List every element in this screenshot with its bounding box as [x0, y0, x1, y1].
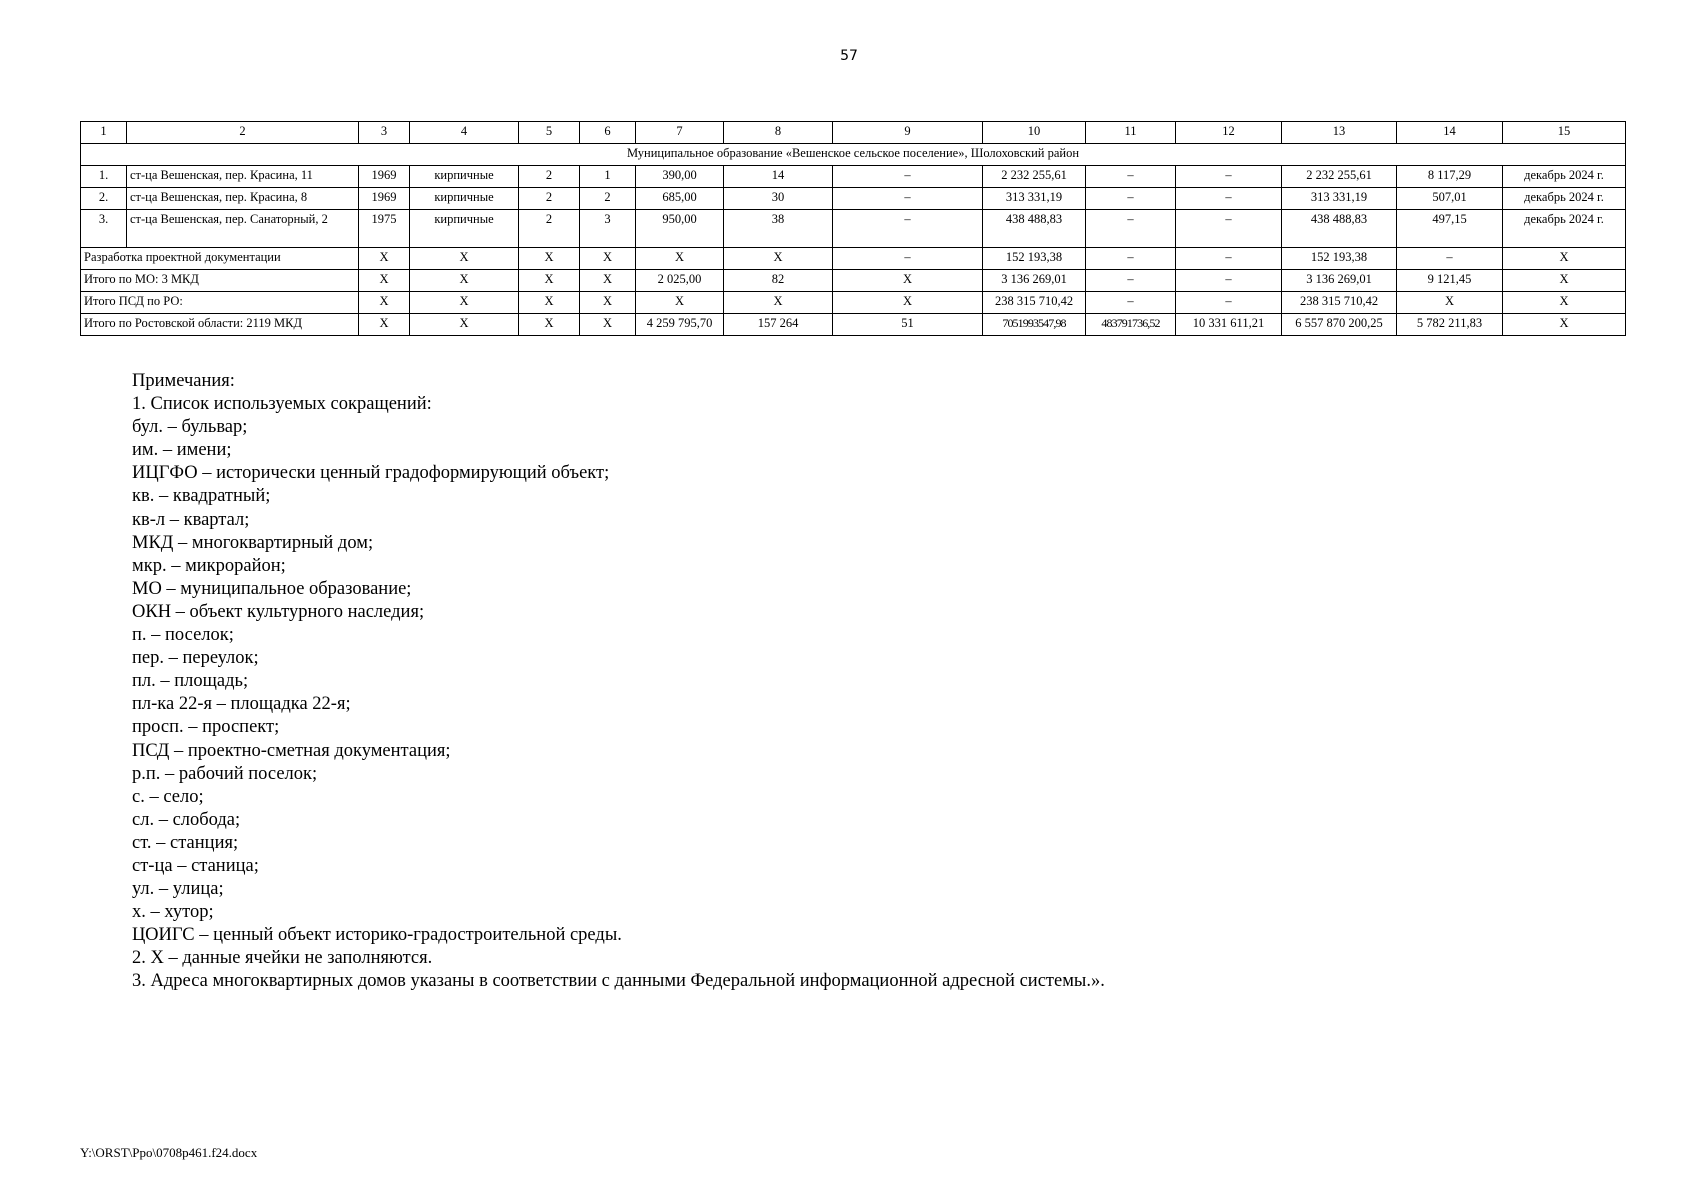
- note-line: ст. – станция;: [132, 832, 239, 853]
- table-cell: X: [519, 292, 580, 314]
- table-cell: X: [724, 292, 833, 314]
- table-cell: X: [580, 292, 636, 314]
- note-line: с. – село;: [132, 786, 204, 807]
- note-line: 1. Список используемых сокращений:: [132, 394, 432, 415]
- note-line: МО – муниципальное образование;: [132, 578, 412, 599]
- table-cell: 2 025,00: [636, 270, 724, 292]
- table-cell: X: [359, 292, 410, 314]
- note-line: им. – имени;: [132, 440, 232, 461]
- table-cell: 14: [724, 166, 833, 188]
- column-number: 14: [1397, 122, 1503, 144]
- address-cell: ст-ца Вешенская, пер. Красина, 8: [127, 188, 359, 210]
- table-cell: –: [1176, 188, 1282, 210]
- table-cell: X: [359, 314, 410, 336]
- table-cell: 8 117,29: [1397, 166, 1503, 188]
- table-cell: декабрь 2024 г.: [1503, 166, 1626, 188]
- note-line: ИЦГФО – исторически ценный градоформирующий объект;: [132, 463, 610, 484]
- table-cell: 950,00: [636, 210, 724, 248]
- column-number: 10: [983, 122, 1086, 144]
- summary-row: [81, 314, 1626, 336]
- table-cell: 1: [580, 166, 636, 188]
- table-cell: 157 264: [724, 314, 833, 336]
- table-cell: X: [359, 248, 410, 270]
- note-line: МКД – многоквартирный дом;: [132, 532, 374, 553]
- table-cell: X: [636, 248, 724, 270]
- table-cell: 9 121,45: [1397, 270, 1503, 292]
- note-line: х. – хутор;: [132, 902, 214, 923]
- table-cell: 1969: [359, 166, 410, 188]
- summary-row: [81, 248, 1626, 270]
- table-cell: –: [1086, 292, 1176, 314]
- table-cell: 10 331 611,21: [1176, 314, 1282, 336]
- summary-row: [81, 270, 1626, 292]
- column-number-row: [81, 122, 1626, 144]
- table-cell: X: [519, 314, 580, 336]
- note-line: ПСД – проектно-сметная документация;: [132, 740, 451, 761]
- table-cell: 152 193,38: [1282, 248, 1397, 270]
- column-number: 6: [580, 122, 636, 144]
- table-cell: X: [833, 292, 983, 314]
- table-cell: 2 232 255,61: [983, 166, 1086, 188]
- column-number: 5: [519, 122, 580, 144]
- table-cell: –: [833, 248, 983, 270]
- table-cell: 238 315 710,42: [1282, 292, 1397, 314]
- note-line: 3. Адреса многоквартирных домов указаны в соответствии с данными Федеральной информационной адресной системы.».: [132, 971, 1105, 992]
- note-line: п. – поселок;: [132, 625, 234, 646]
- column-number: 11: [1086, 122, 1176, 144]
- table-cell: –: [1086, 248, 1176, 270]
- note-line: 2. X – данные ячейки не заполняются.: [132, 948, 433, 969]
- table-cell: 2: [519, 166, 580, 188]
- table-cell: 38: [724, 210, 833, 248]
- file-path-footer: Y:\ORST\Ppo\0708p461.f24.docx: [80, 1145, 258, 1160]
- summary-label: Итого ПСД по РО:: [81, 292, 359, 314]
- table-cell: X: [636, 292, 724, 314]
- column-number: 12: [1176, 122, 1282, 144]
- table-cell: декабрь 2024 г.: [1503, 188, 1626, 210]
- table-cell: –: [833, 166, 983, 188]
- row-number: 1.: [81, 166, 127, 188]
- table-cell: 82: [724, 270, 833, 292]
- table-cell: 1969: [359, 188, 410, 210]
- column-number: 15: [1503, 122, 1626, 144]
- table-cell: 238 315 710,42: [983, 292, 1086, 314]
- row-number: 2.: [81, 188, 127, 210]
- table-cell: 497,15: [1397, 210, 1503, 248]
- note-line: мкр. – микрорайон;: [132, 555, 286, 576]
- note-line: ул. – улица;: [132, 879, 224, 900]
- table-cell: –: [1086, 270, 1176, 292]
- table-cell: X: [410, 314, 519, 336]
- table-row: [81, 210, 1626, 248]
- table-cell: X: [1503, 270, 1626, 292]
- table-cell: –: [1176, 248, 1282, 270]
- table-cell: –: [1397, 248, 1503, 270]
- table-cell: кирпичные: [410, 210, 519, 248]
- table-cell: X: [519, 270, 580, 292]
- note-line: р.п. – рабочий поселок;: [132, 763, 318, 784]
- table-cell: 30: [724, 188, 833, 210]
- table-cell: 2: [519, 210, 580, 248]
- table-cell: 5 782 211,83: [1397, 314, 1503, 336]
- table-cell: кирпичные: [410, 188, 519, 210]
- table-cell: X: [1397, 292, 1503, 314]
- table-cell: X: [410, 292, 519, 314]
- table-cell: X: [359, 270, 410, 292]
- table-cell: X: [410, 270, 519, 292]
- table-cell: X: [1503, 248, 1626, 270]
- table-cell: X: [410, 248, 519, 270]
- table-cell: X: [833, 270, 983, 292]
- table-cell: 2: [519, 188, 580, 210]
- page-number: 57: [840, 48, 858, 64]
- note-line: кв. – квадратный;: [132, 486, 271, 507]
- address-cell: ст-ца Вешенская, пер. Санаторный, 2: [127, 210, 359, 248]
- table-cell: 1975: [359, 210, 410, 248]
- note-line: просп. – проспект;: [132, 717, 280, 738]
- table-row: [81, 166, 1626, 188]
- table-cell: –: [833, 188, 983, 210]
- register-table-container: [80, 121, 1625, 336]
- section-title-row: [81, 144, 1626, 166]
- row-number: 3.: [81, 210, 127, 248]
- note-line: пер. – переулок;: [132, 648, 259, 669]
- table-cell: 2 232 255,61: [1282, 166, 1397, 188]
- note-line: бул. – бульвар;: [132, 417, 248, 438]
- table-cell: 685,00: [636, 188, 724, 210]
- note-line: пл-ка 22-я – площадка 22-я;: [132, 694, 351, 715]
- table-cell: 3: [580, 210, 636, 248]
- table-cell: X: [1503, 314, 1626, 336]
- table-cell: кирпичные: [410, 166, 519, 188]
- summary-label: Итого по Ростовской области: 2119 МКД: [81, 314, 359, 336]
- table-cell: –: [1176, 270, 1282, 292]
- section-title: Муниципальное образование «Вешенское сельское поселение», Шолоховский район: [81, 144, 1626, 166]
- column-number: 1: [81, 122, 127, 144]
- table-cell: X: [519, 248, 580, 270]
- column-number: 8: [724, 122, 833, 144]
- column-number: 2: [127, 122, 359, 144]
- table-cell: 483791736,52: [1086, 314, 1176, 336]
- address-cell: ст-ца Вешенская, пер. Красина, 11: [127, 166, 359, 188]
- table-cell: 6 557 870 200,25: [1282, 314, 1397, 336]
- table-cell: 390,00: [636, 166, 724, 188]
- table-cell: –: [1086, 210, 1176, 248]
- table-cell: 2: [580, 188, 636, 210]
- column-number: 7: [636, 122, 724, 144]
- note-line: сл. – слобода;: [132, 809, 241, 830]
- table-cell: 7051993547,98: [983, 314, 1086, 336]
- register-table: [80, 121, 1626, 336]
- table-cell: –: [1176, 166, 1282, 188]
- note-line: пл. – площадь;: [132, 671, 249, 692]
- notes-block: [132, 370, 1105, 994]
- column-number: 9: [833, 122, 983, 144]
- table-row: [81, 188, 1626, 210]
- table-cell: X: [580, 248, 636, 270]
- table-cell: X: [1503, 292, 1626, 314]
- column-number: 13: [1282, 122, 1397, 144]
- table-cell: –: [1086, 166, 1176, 188]
- note-line: ОКН – объект культурного наследия;: [132, 601, 425, 622]
- summary-label: Разработка проектной документации: [81, 248, 359, 270]
- table-cell: 3 136 269,01: [1282, 270, 1397, 292]
- table-cell: –: [1086, 188, 1176, 210]
- note-line: ЦОИГС – ценный объект историко-градостроительной среды.: [132, 925, 622, 946]
- table-cell: 4 259 795,70: [636, 314, 724, 336]
- table-cell: 51: [833, 314, 983, 336]
- table-cell: декабрь 2024 г.: [1503, 210, 1626, 248]
- table-cell: 313 331,19: [983, 188, 1086, 210]
- table-cell: X: [724, 248, 833, 270]
- table-cell: 313 331,19: [1282, 188, 1397, 210]
- notes-heading: Примечания:: [132, 371, 235, 391]
- note-line: кв-л – квартал;: [132, 509, 250, 530]
- table-cell: 438 488,83: [1282, 210, 1397, 248]
- table-cell: –: [1176, 292, 1282, 314]
- note-line: ст-ца – станица;: [132, 855, 259, 876]
- table-cell: X: [580, 270, 636, 292]
- table-cell: –: [1176, 210, 1282, 248]
- summary-row: [81, 292, 1626, 314]
- table-cell: X: [580, 314, 636, 336]
- summary-label: Итого по МО: 3 МКД: [81, 270, 359, 292]
- table-cell: 152 193,38: [983, 248, 1086, 270]
- table-cell: 3 136 269,01: [983, 270, 1086, 292]
- table-cell: 438 488,83: [983, 210, 1086, 248]
- table-cell: 507,01: [1397, 188, 1503, 210]
- table-cell: –: [833, 210, 983, 248]
- column-number: 3: [359, 122, 410, 144]
- column-number: 4: [410, 122, 519, 144]
